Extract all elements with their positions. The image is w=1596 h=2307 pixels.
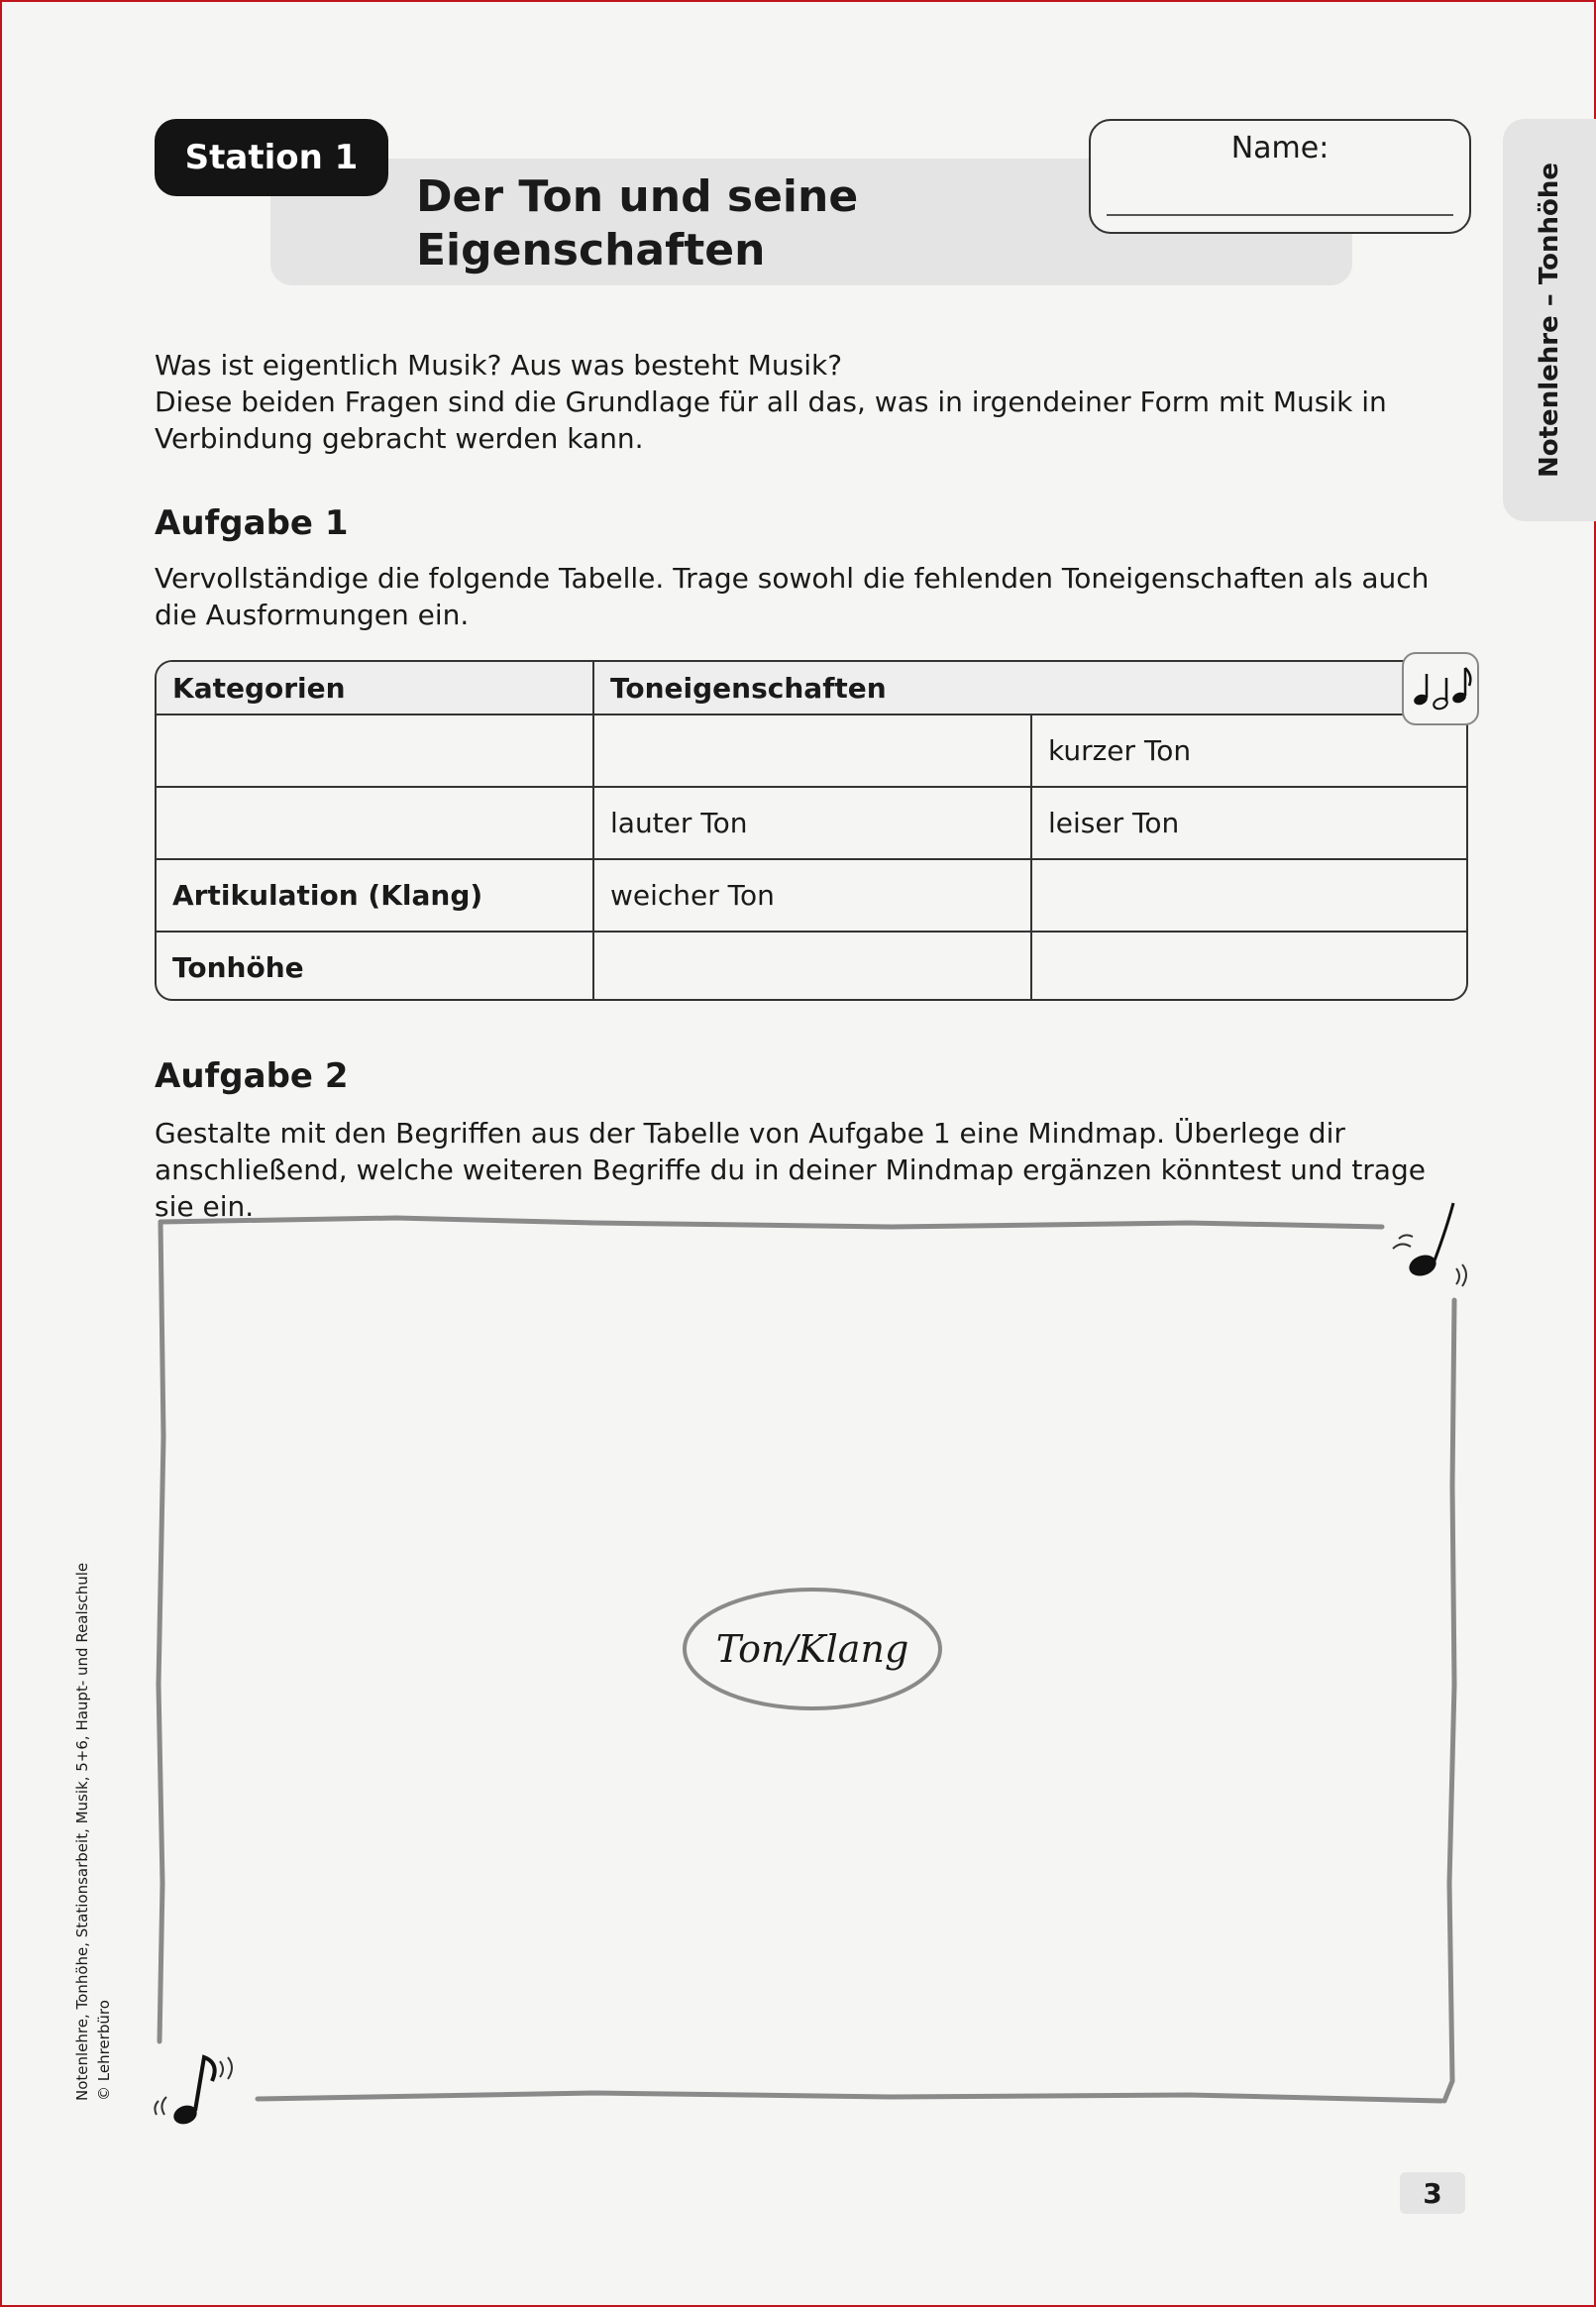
intro-line-2: Diese beiden Fragen sind die Grundlage für all das, was in irgendeiner Form mit Musik in Verbindung gebracht werden kann. — [155, 385, 1387, 455]
task1-text: Vervollständige die folgende Tabelle. Trage sowohl die fehlenden Toneigenschaften als auch die Ausformungen ein. — [155, 562, 1430, 631]
header-kategorien: Kategorien — [157, 662, 594, 714]
task1-heading: Aufgabe 1 — [155, 503, 349, 543]
cell-property-b: kurzer Ton — [1048, 734, 1192, 767]
cell-category: Tonhöhe — [157, 933, 594, 1001]
name-label: Name: — [1230, 131, 1330, 165]
footer-credits — [71, 1563, 115, 2101]
footer-line-1: Notenlehre, Tonhöhe, Stationsarbeit, Musik, 5+6, Haupt- und Realschule — [73, 1562, 91, 2101]
task2-text: Gestalte mit den Begriffen aus der Tabelle von Aufgabe 1 eine Mindmap. Überlege dir anschließend, welche weiteren Begriffe du in deiner Mindmap ergänzen könntest und trage sie ein. — [155, 1117, 1426, 1223]
music-note-icon — [155, 2057, 232, 2128]
music-note-icon — [1393, 1203, 1466, 1286]
side-tab-label: Notenlehre – Tonhöhe — [1535, 163, 1564, 478]
station-tag: Station 1 — [155, 119, 388, 196]
cell-property-a: lauter Ton — [594, 788, 1032, 858]
footer-line-2: © Lehrerbüro — [95, 2000, 113, 2101]
cell-property-b: leiser Ton — [1048, 807, 1180, 839]
title-line-1: Der Ton und seine — [416, 171, 859, 222]
title-line-2: Eigenschaften — [416, 225, 766, 275]
intro-line-1: Was ist eigentlich Musik? Aus was besteht Musik? — [155, 349, 843, 382]
cell-property-a: weicher Ton — [594, 860, 1032, 931]
cell-category: Artikulation (Klang) — [157, 860, 594, 931]
page-number: 3 — [1400, 2172, 1465, 2214]
header-toneigenschaften: Toneigenschaften — [610, 671, 887, 705]
mindmap-center-label: Ton/Klang — [715, 1627, 909, 1671]
task2-heading: Aufgabe 2 — [155, 1056, 349, 1096]
